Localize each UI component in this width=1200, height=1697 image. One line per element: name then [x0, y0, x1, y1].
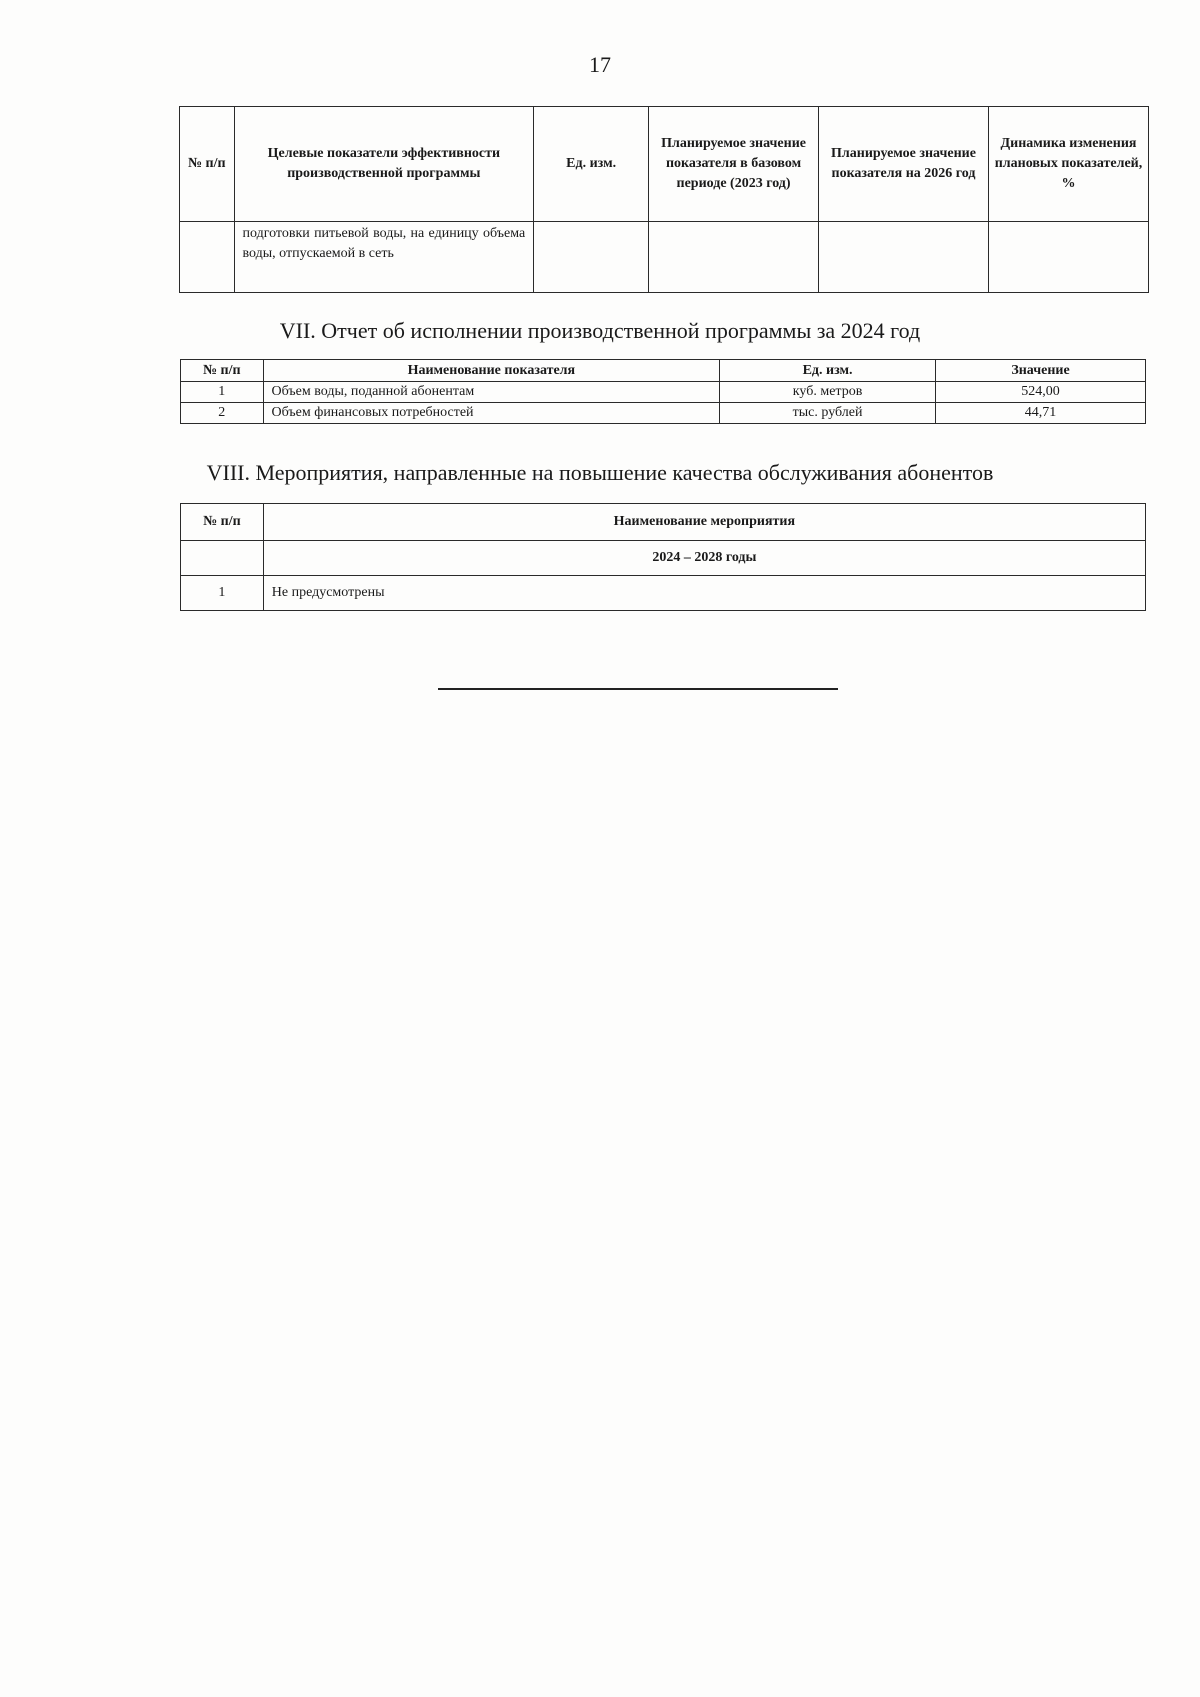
cell-num: 1	[181, 382, 264, 403]
period-row	[181, 541, 1146, 576]
cell-dynamics	[988, 222, 1148, 293]
table-row	[181, 403, 1146, 424]
col-header-num: № п/п	[181, 360, 264, 382]
cell-num: 2	[181, 403, 264, 424]
section-8-title: VIII. Мероприятия, направленные на повышение качества обслуживания абонентов	[206, 460, 994, 485]
cell-empty	[181, 541, 264, 576]
table-row	[180, 222, 1149, 293]
col-header-base: Планируемое значение показателя в базовом периоде (2023 год)	[649, 107, 819, 222]
end-divider	[438, 688, 838, 690]
cell-value: 44,71	[935, 403, 1145, 424]
cell-unit	[534, 222, 649, 293]
col-header-unit: Ед. изм.	[534, 107, 649, 222]
col-header-num: № п/п	[180, 107, 235, 222]
period-label: 2024 – 2028 годы	[263, 541, 1145, 576]
cell-indicator: подготовки питьевой воды, на единицу объема воды, отпускаемой в сеть	[234, 222, 534, 293]
col-header-name: Наименование мероприятия	[263, 504, 1145, 541]
page-number: 17	[589, 52, 611, 77]
cell-base	[649, 222, 819, 293]
col-header-value: Значение	[935, 360, 1145, 382]
target-indicators-table	[179, 106, 1149, 293]
cell-unit: тыс. рублей	[720, 403, 936, 424]
cell-name: Не предусмотрены	[263, 576, 1145, 611]
cell-plan-2026	[819, 222, 989, 293]
col-header-plan-2026: Планируемое значение показателя на 2026 год	[819, 107, 989, 222]
cell-name: Объем воды, поданной абонентам	[263, 382, 720, 403]
cell-num	[180, 222, 235, 293]
report-table	[180, 359, 1146, 424]
measures-table	[180, 503, 1146, 611]
section-7-title: VII. Отчет об исполнении производственной программы за 2024 год	[279, 318, 921, 343]
col-header-dynamics: Динамика изменения плановых показателей, %	[988, 107, 1148, 222]
table-header-row	[180, 107, 1149, 222]
cell-name: Объем финансовых потребностей	[263, 403, 720, 424]
col-header-indicator: Целевые показатели эффективности производственной программы	[234, 107, 534, 222]
col-header-num: № п/п	[181, 504, 264, 541]
table-row	[181, 382, 1146, 403]
table-row	[181, 576, 1146, 611]
table-header-row	[181, 360, 1146, 382]
col-header-unit: Ед. изм.	[720, 360, 936, 382]
table-header-row	[181, 504, 1146, 541]
col-header-name: Наименование показателя	[263, 360, 720, 382]
cell-unit: куб. метров	[720, 382, 936, 403]
cell-value: 524,00	[935, 382, 1145, 403]
cell-num: 1	[181, 576, 264, 611]
